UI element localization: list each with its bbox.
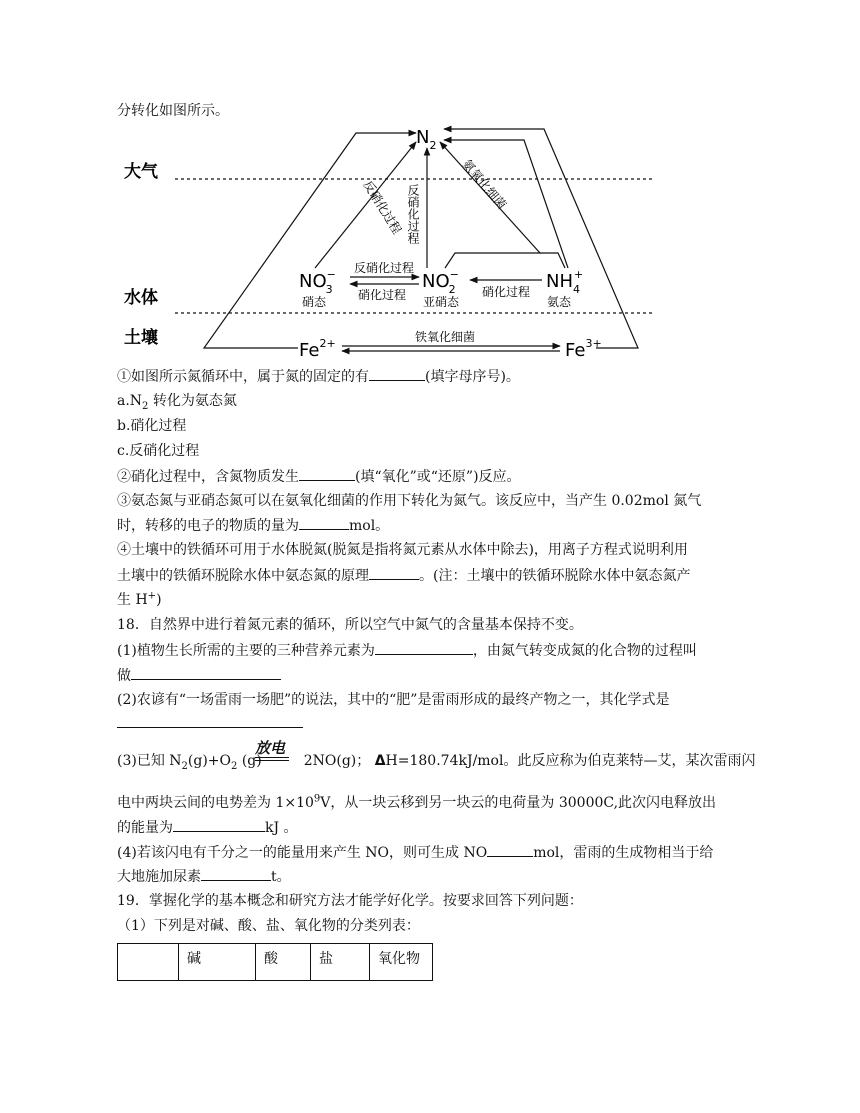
q2-line: ②硝化过程中，含氮物质发生 (填“氧化”或“还原”)反应。: [117, 466, 521, 487]
denit-center-label: 反硝化过程: [406, 184, 420, 244]
fe2-species: $Fe^{2+}$: [299, 337, 336, 361]
q18-part2-line1: (2)农谚有“一场雷雨一场肥”的说法，其中的“肥”是雷雨形成的最终产物之一，其化学式是: [117, 692, 670, 708]
q18-part4-line1: (4)若该闪电有千分之一的能量用来产生 NO，则可生成 NO mol，雷雨的生成物相当于给: [117, 842, 713, 863]
classification-table: [117, 943, 433, 981]
zone-air-label: 大气: [124, 162, 158, 182]
table-cell: 盐: [311, 944, 370, 981]
q4-line1: ④土壤中的铁循环可用于水体脱氮(脱氮是指将氮元素从水体中除去)，用离子方程式说明利用: [117, 542, 688, 558]
q19-intro: 19．掌握化学的基本概念和研究方法才能学好化学。按要求回答下列问题：: [117, 893, 583, 909]
anammox-arrow: [445, 253, 565, 268]
q4-line2: 土壤中的铁循环脱除水体中氨态氮的原理 。(注：土壤中的铁循环脱除水体中氨态氮产: [117, 565, 690, 586]
q18-part1-line1: (1)植物生长所需的主要的三种营养元素为 ，由氮气转变成氮的化合物的过程叫: [117, 640, 697, 661]
nitrogen-cycle-diagram: [110, 120, 670, 365]
q18-part3-line1: (3)已知 $N_2(g)+O_2$ (g) 2NO(g)； ΔH=180.74kJ/mol。此反应称为伯克莱特—艾，某次雷雨闪: [117, 753, 756, 772]
discharge-condition: 放电: [255, 739, 286, 757]
table-row: [118, 944, 433, 981]
outer-left-loop: [204, 133, 416, 348]
fe3-species: $Fe^{3+}$: [565, 337, 602, 361]
nit-right-label: 硝化过程: [482, 285, 531, 299]
table-cell: [118, 944, 179, 981]
table-cell: 氧化物: [370, 944, 433, 981]
option-a: $a.N_2$ 转化为氨态氮: [117, 393, 237, 412]
q4-line3: 生 H+): [117, 590, 162, 608]
q18-part1-line2: 做: [117, 665, 281, 686]
option-b: b.硝化过程: [117, 418, 187, 434]
intro-text: 分转化如图所示。: [117, 103, 229, 119]
no2-label: 亚硝态: [423, 295, 460, 309]
q19-part1: （1）下列是对碱、酸、盐、氧化物的分类列表：: [117, 918, 420, 934]
denit-arrow-no3-n2: [315, 142, 416, 268]
iron-bacteria-label: 铁氧化细菌: [415, 330, 476, 344]
option-c: c.反硝化过程: [117, 443, 200, 459]
no2-species: NO2−: [422, 268, 459, 296]
q18-part4-line2: 大地施加尿素 t。: [117, 866, 291, 887]
denit-left-diag-label: 反硝化过程: [360, 178, 405, 237]
no3-label: 硝态: [302, 295, 327, 309]
q3-line2: 时，转移的电子的物质的量为 mol。: [117, 515, 389, 536]
denit-top-label: 反硝化过程: [354, 261, 415, 275]
nit-bottom-label: 硝化过程: [358, 288, 407, 302]
table-cell: 碱: [179, 944, 256, 981]
zone-soil-label: 土壤: [124, 328, 158, 348]
nh4-species: $NH_4+$: [546, 268, 584, 296]
zone-water-label: 水体: [124, 288, 158, 308]
no3-species: NO3−: [299, 268, 336, 296]
q3-line1: ③氨态氮与亚硝态氮可以在氨氧化细菌的作用下转化为氮气。该反应中，当产生 0.02mol 氮气: [117, 493, 702, 509]
q18-intro: 18．自然界中进行着氮元素的循环，所以空气中氮气的含量基本保持不变。: [117, 617, 583, 633]
n2-species: $N_2$: [416, 127, 437, 152]
q18-part3-line3: 的能量为 kJ 。: [117, 817, 298, 838]
q18-part2-line2: [117, 713, 303, 734]
q18-part3-line2: 电中两块云间的电势差为 $1\times 10^9V$，从一块云移到另一块云的电荷量为 30000C,此次闪电释放出: [117, 793, 717, 811]
nh4-label: 氨态: [547, 295, 572, 309]
q1-line: ①如图所示氮循环中，属于氮的固定的有 (填字母序号)。: [117, 366, 520, 387]
anammox-label: 氨氧化细菌: [459, 156, 510, 212]
table-cell: 酸: [256, 944, 311, 981]
